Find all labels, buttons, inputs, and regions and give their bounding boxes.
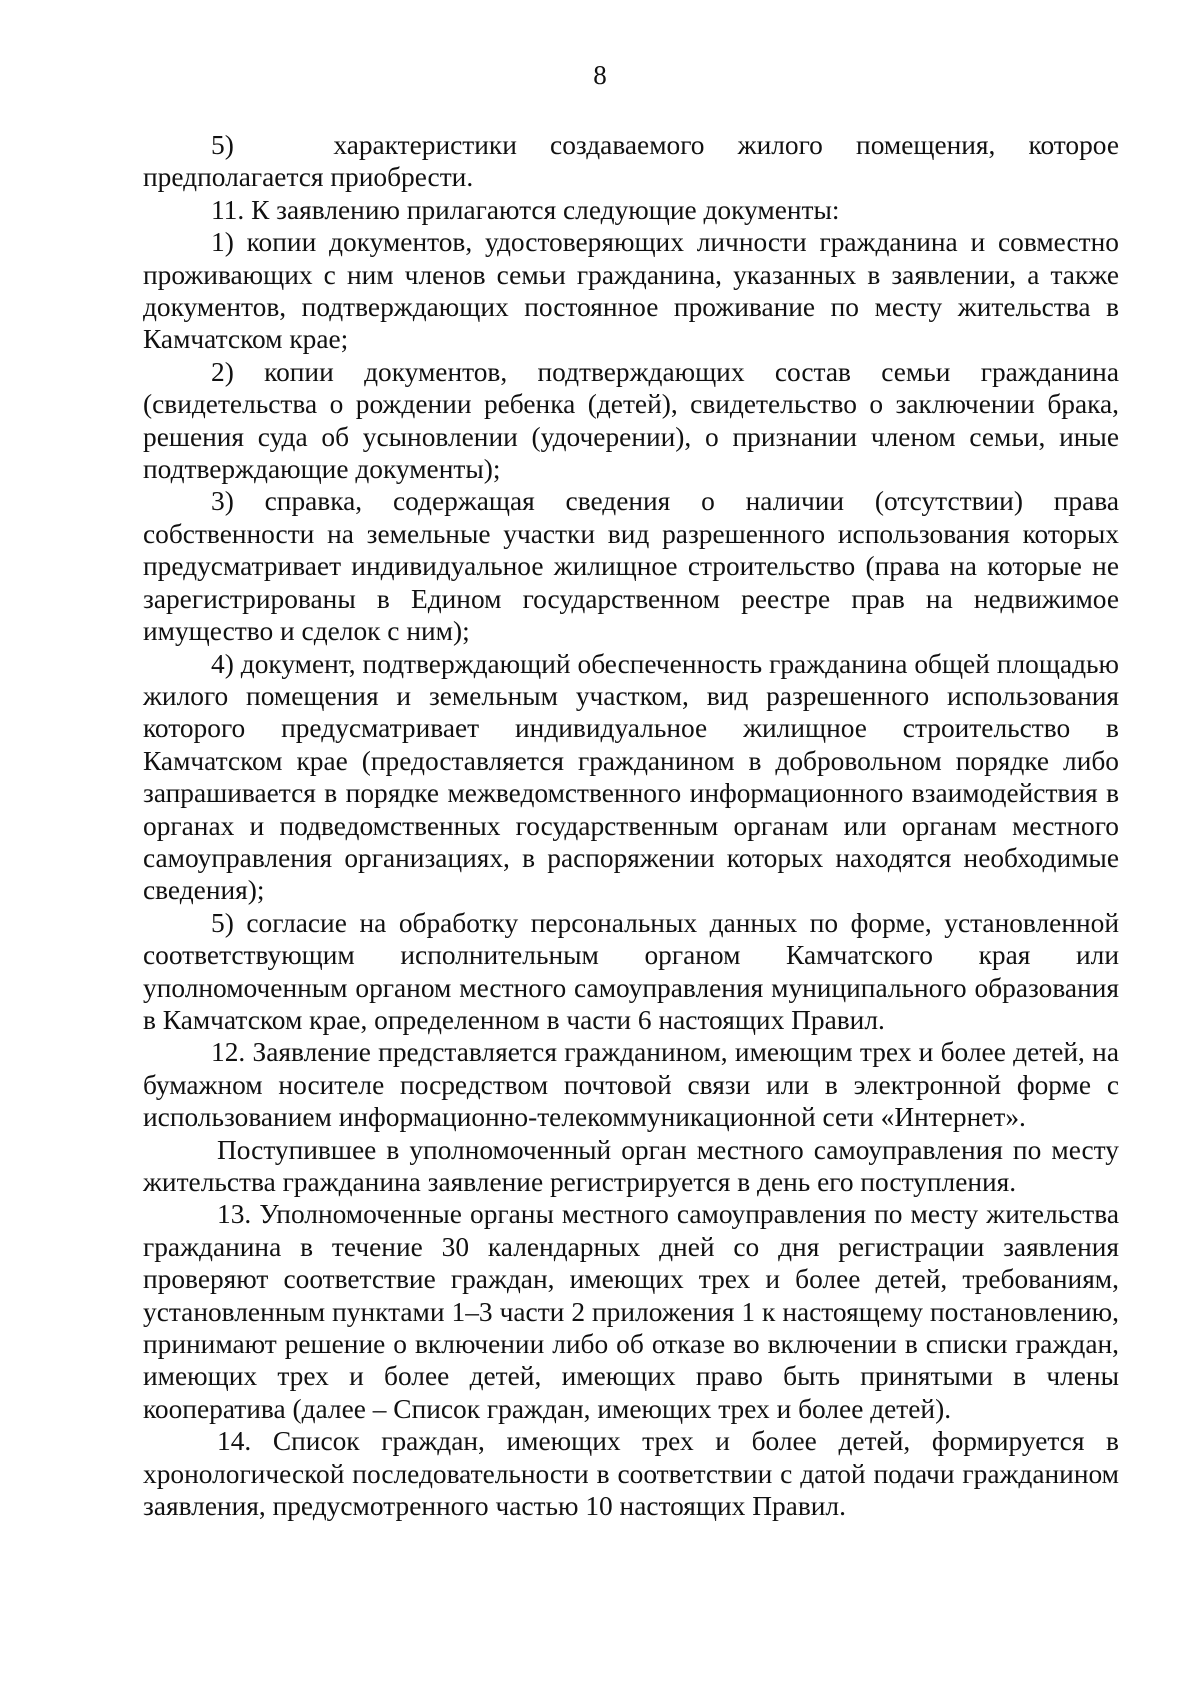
paragraph-application-registration: Поступившее в уполномоченный орган местного самоуправления по месту жительства гражданина заявление регистрируется в день его поступления. <box>143 1134 1119 1197</box>
paragraph-item-5-characteristics: 5) характеристики создаваемого жилого помещения, которое предполагается приобрести. <box>143 130 1119 193</box>
paragraph-item-3-land-ownership-certificate: 3) справка, содержащая сведения о наличии (отсутствии) права собственности на земельные участки вид разрешенного использования которых предусматривает индивидуальное жилищное строительство (права на которые не зарегистрированы в Едином государственном реестре прав на недвижимое имущество и сделок с ним); <box>143 486 1119 647</box>
paragraph-13-verification: 13. Уполномоченные органы местного самоуправления по месту жительства гражданина в течение 30 календарных дней со дня регистрации заявления проверяют соответствие граждан, имеющих трех и более детей, требованиям, установленным пунктами 1–3 части 2 приложения 1 к настоящему постановлению, принимают решение о включении либо об отказе во включении в списки граждан, имеющих трех и более детей, имеющих право быть принятыми в члены кооператива (далее – Список граждан, имеющих трех и более детей). <box>143 1199 1119 1424</box>
document-body <box>143 129 1119 1522</box>
paragraph-item-1-identity-copies: 1) копии документов, удостоверяющих личности гражданина и совместно проживающих с ним членов семьи гражданина, указанных в заявлении, а также документов, подтверждающих постоянное проживание по месту жительства в Камчатском крае; <box>143 227 1119 355</box>
page-number: 8 <box>593 60 607 90</box>
paragraph-14-list-formation: 14. Список граждан, имеющих трех и более детей, формируется в хронологической последовательности в соответствии с датой подачи гражданином заявления, предусмотренного частью 10 настоящих Правил. <box>143 1426 1119 1522</box>
paragraph-11-heading: 11. К заявлению прилагаются следующие документы: <box>211 194 840 225</box>
paragraph-item-2-family-composition: 2) копии документов, подтверждающих состав семьи гражданина (свидетельства о рождении ребенка (детей), свидетельство о заключении брака, решения суда об усыновлении (удочерении), о признании членом семьи, иные подтверждающие документы); <box>143 356 1119 485</box>
paragraph-item-4-housing-provision-document: 4) документ, подтверждающий обеспеченность гражданина общей площадью жилого помещения и земельным участком, вид разрешенного использования которого предусматривает индивидуальное жилищное строительство в Камчатском крае (предоставляется гражданином в добровольном порядке либо запрашивается в порядке межведомственного информационного взаимодействия в органах и подведомственных государственным органам или органам местного самоуправления организациях, в распоряжении которых находятся необходимые сведения); <box>143 648 1119 906</box>
paragraph-12-application-submission: 12. Заявление представляется гражданином, имеющим трех и более детей, на бумажном носителе посредством почтовой связи или в электронной форме с использованием информационно-телекоммуникационной сети «Интернет». <box>143 1037 1119 1133</box>
paragraph-item-5-personal-data-consent: 5) согласие на обработку персональных данных по форме, установленной соответствующим исполнительным органом Камчатского края или уполномоченным органом местного самоуправления муниципального образования в Камчатском крае, определенном в части 6 настоящих Правил. <box>143 907 1119 1035</box>
